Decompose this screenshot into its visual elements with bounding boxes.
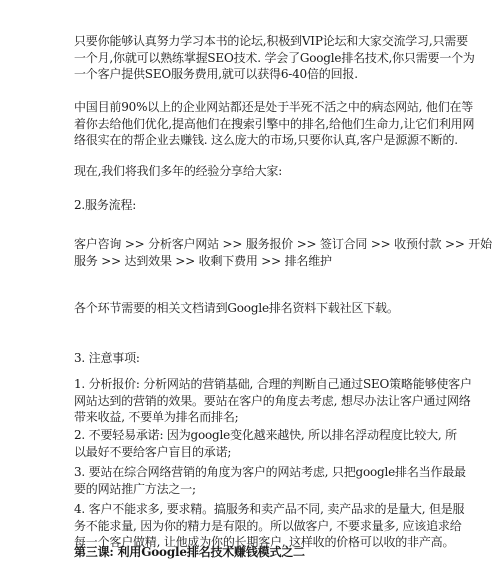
text-line: 只要你能够认真努力学习本书的论坛,积极到VIP论坛和大家交流学习,只需要 xyxy=(74,34,468,48)
process-flow xyxy=(74,236,492,269)
text-line: 中国目前90%以上的企业网站都还是处于半死不活之中的病态网站, 他们在等 xyxy=(74,100,474,114)
text-line: 4. 客户不能求多, 要求精。搞服务和卖产品不同, 卖产品求的是量大, 但是服 xyxy=(74,502,465,516)
text-line: 各个环节需要的相关文档请到Google排名资料下载社区下载。 xyxy=(74,301,399,315)
text-line: 现在,我们将我们多年的经验分享给大家: xyxy=(74,164,283,178)
text-line: 2.服务流程: xyxy=(74,198,137,212)
note-2 xyxy=(74,427,457,460)
text-line: 服务 >> 达到效果 >> 收剩下费用 >> 排名维护 xyxy=(74,253,332,268)
text-line: 3. 要站在综合网络营销的角度为客户的网站考虑, 只把google排名当作最最 xyxy=(74,465,466,479)
text-line: 着你去给他们优化,提高他们在搜索引擎中的排名,给他们生命力,让它们利用网 xyxy=(74,116,475,131)
notes-heading xyxy=(74,350,426,367)
text-line: 以最好不要给客户盲目的承诺; xyxy=(74,444,232,459)
text-line: 客户咨询 >> 分析客户网站 >> 服务报价 >> 签订合同 >> 收预付款 >> 开始 xyxy=(74,237,492,251)
note-1 xyxy=(74,376,472,426)
intro-paragraph xyxy=(74,33,475,83)
text-line: 3. 注意事项: xyxy=(74,351,140,365)
text-line: 一个月,你就可以熟练掌握SEO技术. 学会了Google排名技术,你只需要一个为 xyxy=(74,50,475,65)
market-paragraph xyxy=(74,99,475,149)
text-line: 一个客户提供SEO服务费用,就可以获得6-40倍的回报. xyxy=(74,67,358,81)
share-paragraph xyxy=(74,163,426,180)
text-line: 1. 分析报价: 分析网站的营销基础, 合理的判断自己通过SEO策略能够使客户 xyxy=(74,377,472,391)
text-line: 带来收益, 不要单为排名而排名; xyxy=(74,410,239,424)
note-3 xyxy=(74,464,466,497)
text-line: 网站达到的营销的效果。要站在客户的角度去考虑, 想尽办法让客户通过网络 xyxy=(74,393,471,408)
text-line: 要的网站推广方法之一; xyxy=(74,481,196,496)
text-line: 第三课: 利用Google排名技术赚钱模式之二 xyxy=(74,545,305,559)
text-line: 络很实在的帮企业去赚钱. 这么庞大的市场,只要你认真,客户是源源不断的. xyxy=(74,133,458,147)
text-line: 每一个客户做精, 让他成为你的长期客户, 这样收的价格可以收的非产高。 xyxy=(74,535,455,549)
text-line: 务不能求量, 因为你的精力是有限的。所以做客户, 不要求量多, 应该追求给 xyxy=(74,518,462,533)
text-line: 2. 不要轻易承诺: 因为google变化越来越快, 所以排名浮动程度比较大, 所 xyxy=(74,428,457,442)
service-heading xyxy=(74,197,426,214)
lesson-title xyxy=(74,544,426,561)
download-paragraph xyxy=(74,300,426,317)
